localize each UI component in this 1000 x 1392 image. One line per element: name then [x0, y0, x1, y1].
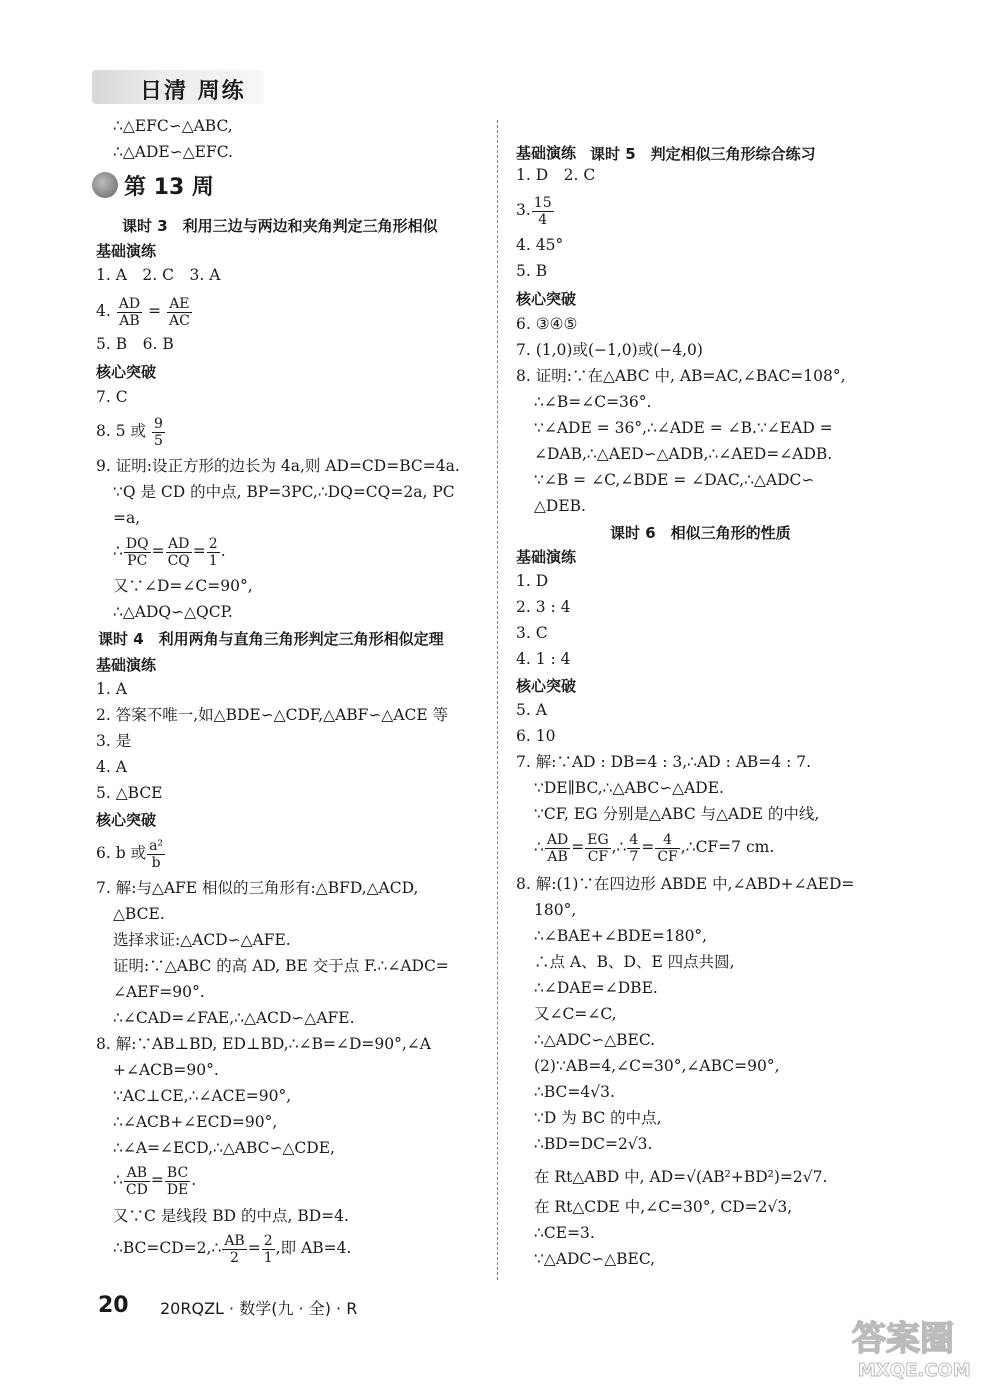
- lesson6-q8-line5: ∴∠DAE=∠DBE.: [534, 979, 658, 997]
- q8-fraction: $\frac{9}{5}$: [153, 415, 163, 449]
- lesson5-core-label: 核心突破: [516, 290, 577, 308]
- lesson4-q8-line1: 8. 解:∵AB⊥BD, ED⊥BD,∴∠B=∠D=90°,∠A: [96, 1035, 431, 1053]
- lesson6-q8-line1: 8. 解:(1)∵在四边形 ABDE 中,∠ABD+∠AED=: [516, 875, 855, 893]
- lesson4-q8-line3: ∵AC⊥CE,∴∠ACE=90°,: [113, 1087, 292, 1105]
- lesson6-q8-line8: (2)∵AB=4,∠C=30°,∠ABC=90°,: [534, 1057, 780, 1075]
- lesson4-q6: 6. b 或 $\frac{\text{a²}}{b}$: [96, 837, 164, 871]
- lesson5-q8-line6: △DEB.: [534, 497, 586, 515]
- lesson4-q7-line3: 选择求证:△ACD∽△AFE.: [113, 931, 291, 949]
- q7-fraction-4: $\frac{4}{CF}$: [657, 831, 678, 865]
- lesson4-core-label: 核心突破: [96, 811, 157, 829]
- lesson6-q8-line3: ∴∠BAE+∠BDE=180°,: [534, 927, 708, 945]
- lesson4-q8-line4: ∴∠ACB+∠ECD=90°,: [113, 1113, 278, 1131]
- lesson5-q1-2: 1. D 2. C: [516, 166, 596, 184]
- lesson6-basic-3: 3. C: [516, 624, 548, 642]
- lesson5-q8-line1: 8. 证明:∵在△ABC 中, AB=AC,∠BAC=108°,: [516, 367, 846, 385]
- week-icon: [92, 172, 118, 198]
- lesson6-q8-line11: ∴BD=DC=2√3.: [534, 1135, 653, 1153]
- lesson6-q8-line7: ∴△ADC∽△BEC.: [534, 1031, 656, 1049]
- lesson6-q8-line15: ∵△ADC∽△BEC,: [534, 1250, 656, 1268]
- lesson4-q8-line8: ∴BC=CD=2,∴ $\frac{AB}{2}$ = $\frac{2}{1}$ ,即 AB=4.: [113, 1232, 352, 1266]
- q8-fraction-2: $\frac{BC}{DE}$: [166, 1164, 189, 1198]
- column-divider: [497, 120, 498, 1280]
- q4-equals: =: [148, 302, 162, 320]
- lesson5-q3-fraction: $\frac{15}{4}$: [533, 194, 552, 228]
- lesson4-q7-line1: 7. 解:与△AFE 相似的三角形有:△BFD,△ACD,: [96, 879, 419, 897]
- lesson5-basic-label: 基础演练: [516, 144, 577, 162]
- lesson6-q7-fractions: ∴ $\frac{AD}{AB}$ = $\frac{EG}{CF}$ ,∴ $\frac{4}{7}$ = $\frac{4}{CF}$ ,∴CF=7 cm.: [534, 831, 775, 865]
- lesson4-q7-line2: △BCE.: [113, 905, 165, 923]
- lesson4-item-5: 5. △BCE: [96, 784, 163, 802]
- lesson5-q5: 5. B: [516, 262, 548, 280]
- lesson6-q8-line6: 又∠C=∠C,: [534, 1005, 617, 1023]
- lesson4-title: 课时 4 利用两角与直角三角形判定三角形相似定理: [98, 630, 444, 648]
- lesson5-q3: 3. $\frac{15}{4}$: [516, 194, 552, 228]
- lesson6-q8-line9: ∴BC=4√3.: [534, 1083, 615, 1101]
- lesson4-q7-line5: ∠AEF=90°.: [113, 983, 205, 1001]
- watermark-icon: [848, 1310, 978, 1382]
- lesson6-basic-1: 1. D: [516, 572, 549, 590]
- lesson3-q1-3: 1. A 2. C 3. A: [96, 266, 221, 284]
- lesson6-q8-line4: ∴点 A、B、D、E 四点共圆,: [534, 953, 735, 971]
- lesson6-q8-line10: ∵D 为 BC 的中点,: [534, 1109, 662, 1127]
- q9-fraction-2: $\frac{AD}{CQ}$: [167, 535, 190, 569]
- lesson4-item-1: 1. A: [96, 680, 127, 698]
- q4-prefix: 4.: [96, 302, 111, 320]
- lesson5-title: 课时 5 判定相似三角形综合练习: [590, 145, 816, 163]
- lesson3-core-label: 核心突破: [96, 363, 157, 381]
- lesson6-q7-line1: 7. 解:∵AD : DB=4 : 3,∴AD : AB=4 : 7.: [516, 753, 812, 771]
- lesson5-q6: 6. ③④⑤: [516, 315, 578, 333]
- week-title: 第 13 周: [124, 175, 214, 200]
- lesson4-q8-line5: ∴∠A=∠ECD,∴△ABC∽△CDE,: [113, 1139, 335, 1157]
- lesson5-q8-line5: ∵∠B = ∠C,∠BDE = ∠DAC,∴△ADC∽: [534, 471, 815, 489]
- q8-line8-fraction-2: $\frac{2}{1}$: [263, 1232, 273, 1266]
- lesson6-q7-line3: ∵CF, EG 分别是△ABC 与△ADE 的中线,: [534, 805, 820, 823]
- lesson4-basic-label: 基础演练: [96, 656, 157, 674]
- lesson4-q8-line2: +∠ACB=90°.: [113, 1061, 219, 1079]
- lesson5-q8-line3: ∵∠ADE = 36°,∴∠ADE = ∠B.∵∠EAD =: [534, 419, 833, 437]
- q7-fraction-3: $\frac{4}{7}$: [629, 831, 639, 865]
- lesson6-core-5: 5. A: [516, 701, 547, 719]
- lesson6-q8-line12: 在 Rt△ABD 中, AD=√(AB²+BD²)=2√7.: [534, 1168, 828, 1186]
- q8-fraction-1: $\frac{AB}{CD}$: [125, 1164, 148, 1198]
- lesson5-q8-line4: ∠DAB,∴△AED∽△ADB,∴∠AED=∠ADB.: [534, 445, 833, 463]
- lesson6-q8-line2: 180°,: [534, 901, 577, 919]
- lesson3-q9-line1: 9. 证明:设正方形的边长为 4a,则 AD=CD=BC=4a.: [96, 457, 460, 475]
- lesson6-q8-line14: ∴CE=3.: [534, 1224, 595, 1242]
- lesson6-basic-4: 4. 1 : 4: [516, 650, 571, 668]
- lesson6-core-6: 6. 10: [516, 727, 556, 745]
- svg-text:MXQE.COM: MXQE.COM: [858, 1360, 971, 1381]
- q4-fraction-1: $\frac{AD}{AB}$: [118, 295, 141, 329]
- lesson3-q8: 8. 5 或 $\frac{9}{5}$: [96, 415, 163, 449]
- q7-fraction-2: $\frac{EG}{CF}$: [587, 831, 609, 865]
- q4-fraction-2: $\frac{AE}{AC}$: [168, 295, 190, 329]
- lesson3-q9-line6: ∴△ADQ∽△QCP.: [113, 603, 233, 621]
- q7-fraction-1: $\frac{AD}{AB}$: [546, 831, 569, 865]
- lesson3-q9-line2: ∵Q 是 CD 的中点, BP=3PC,∴DQ=CQ=2a, PC: [113, 483, 455, 501]
- lesson6-q8-line13: 在 Rt△CDE 中,∠C=30°, CD=2√3,: [534, 1198, 793, 1216]
- svg-text:答案圈: 答案圈: [852, 1319, 954, 1359]
- q8-line8-fraction-1: $\frac{AB}{2}$: [224, 1232, 245, 1266]
- lesson3-title: 课时 3 利用三边与两边和夹角判定三角形相似: [122, 217, 438, 235]
- header-title: 日清 周练: [140, 79, 246, 104]
- q6-fraction: $\frac{\text{a²}}{b}$: [149, 837, 164, 871]
- lesson6-q7-line2: ∵DE∥BC,∴△ABC∽△ADE.: [534, 779, 724, 797]
- lesson4-item-3: 3. 是: [96, 732, 132, 750]
- lesson6-core-label: 核心突破: [516, 677, 577, 695]
- left-line-2: ∴△ADE∽△EFC.: [113, 143, 233, 161]
- lesson3-basic-label: 基础演练: [96, 242, 157, 260]
- lesson4-q8-fractions: ∴ $\frac{AB}{CD}$ = $\frac{BC}{DE}$ .: [113, 1164, 197, 1198]
- lesson5-q7: 7. (1,0)或(−1,0)或(−4,0): [516, 341, 703, 359]
- watermark-logo: [848, 1310, 978, 1382]
- lesson6-basic-label: 基础演练: [516, 548, 577, 566]
- lesson6-title: 课时 6 相似三角形的性质: [610, 524, 791, 542]
- lesson3-q4: [96, 293, 193, 329]
- lesson3-q9-line3: =a,: [113, 509, 141, 527]
- lesson4-q7-line6: ∴∠CAD=∠FAE,∴△ACD∽△AFE.: [113, 1009, 355, 1027]
- q9-fraction-1: $\frac{DQ}{PC}$: [125, 535, 149, 569]
- lesson3-q9-fractions: ∴ $\frac{DQ}{PC}$ = $\frac{AD}{CQ}$ = $\frac{2}{1}$ .: [113, 535, 226, 569]
- lesson4-q8-line7: 又∵C 是线段 BD 的中点, BD=4.: [113, 1207, 349, 1225]
- book-info: 20RQZL · 数学(九 · 全) · R: [160, 1299, 358, 1318]
- lesson3-q5-6: 5. B 6. B: [96, 335, 174, 353]
- q9-fraction-3: $\frac{2}{1}$: [208, 535, 218, 569]
- lesson6-basic-2: 2. 3 : 4: [516, 598, 571, 616]
- left-line-1: ∴△EFC∽△ABC,: [113, 117, 233, 135]
- lesson3-q9-line5: 又∵∠D=∠C=90°,: [113, 577, 253, 595]
- lesson5-q8-line2: ∴∠B=∠C=36°.: [534, 393, 652, 411]
- lesson4-item-4: 4. A: [96, 758, 127, 776]
- lesson5-q4: 4. 45°: [516, 236, 564, 254]
- lesson4-item-2: 2. 答案不唯一,如△BDE∽△CDF,△ABF∽△ACE 等: [96, 706, 449, 724]
- page-number: 20: [98, 1293, 129, 1318]
- lesson3-q7: 7. C: [96, 388, 128, 406]
- lesson4-q7-line4: 证明:∵△ABC 的高 AD, BE 交于点 F.∴∠ADC=: [113, 957, 449, 975]
